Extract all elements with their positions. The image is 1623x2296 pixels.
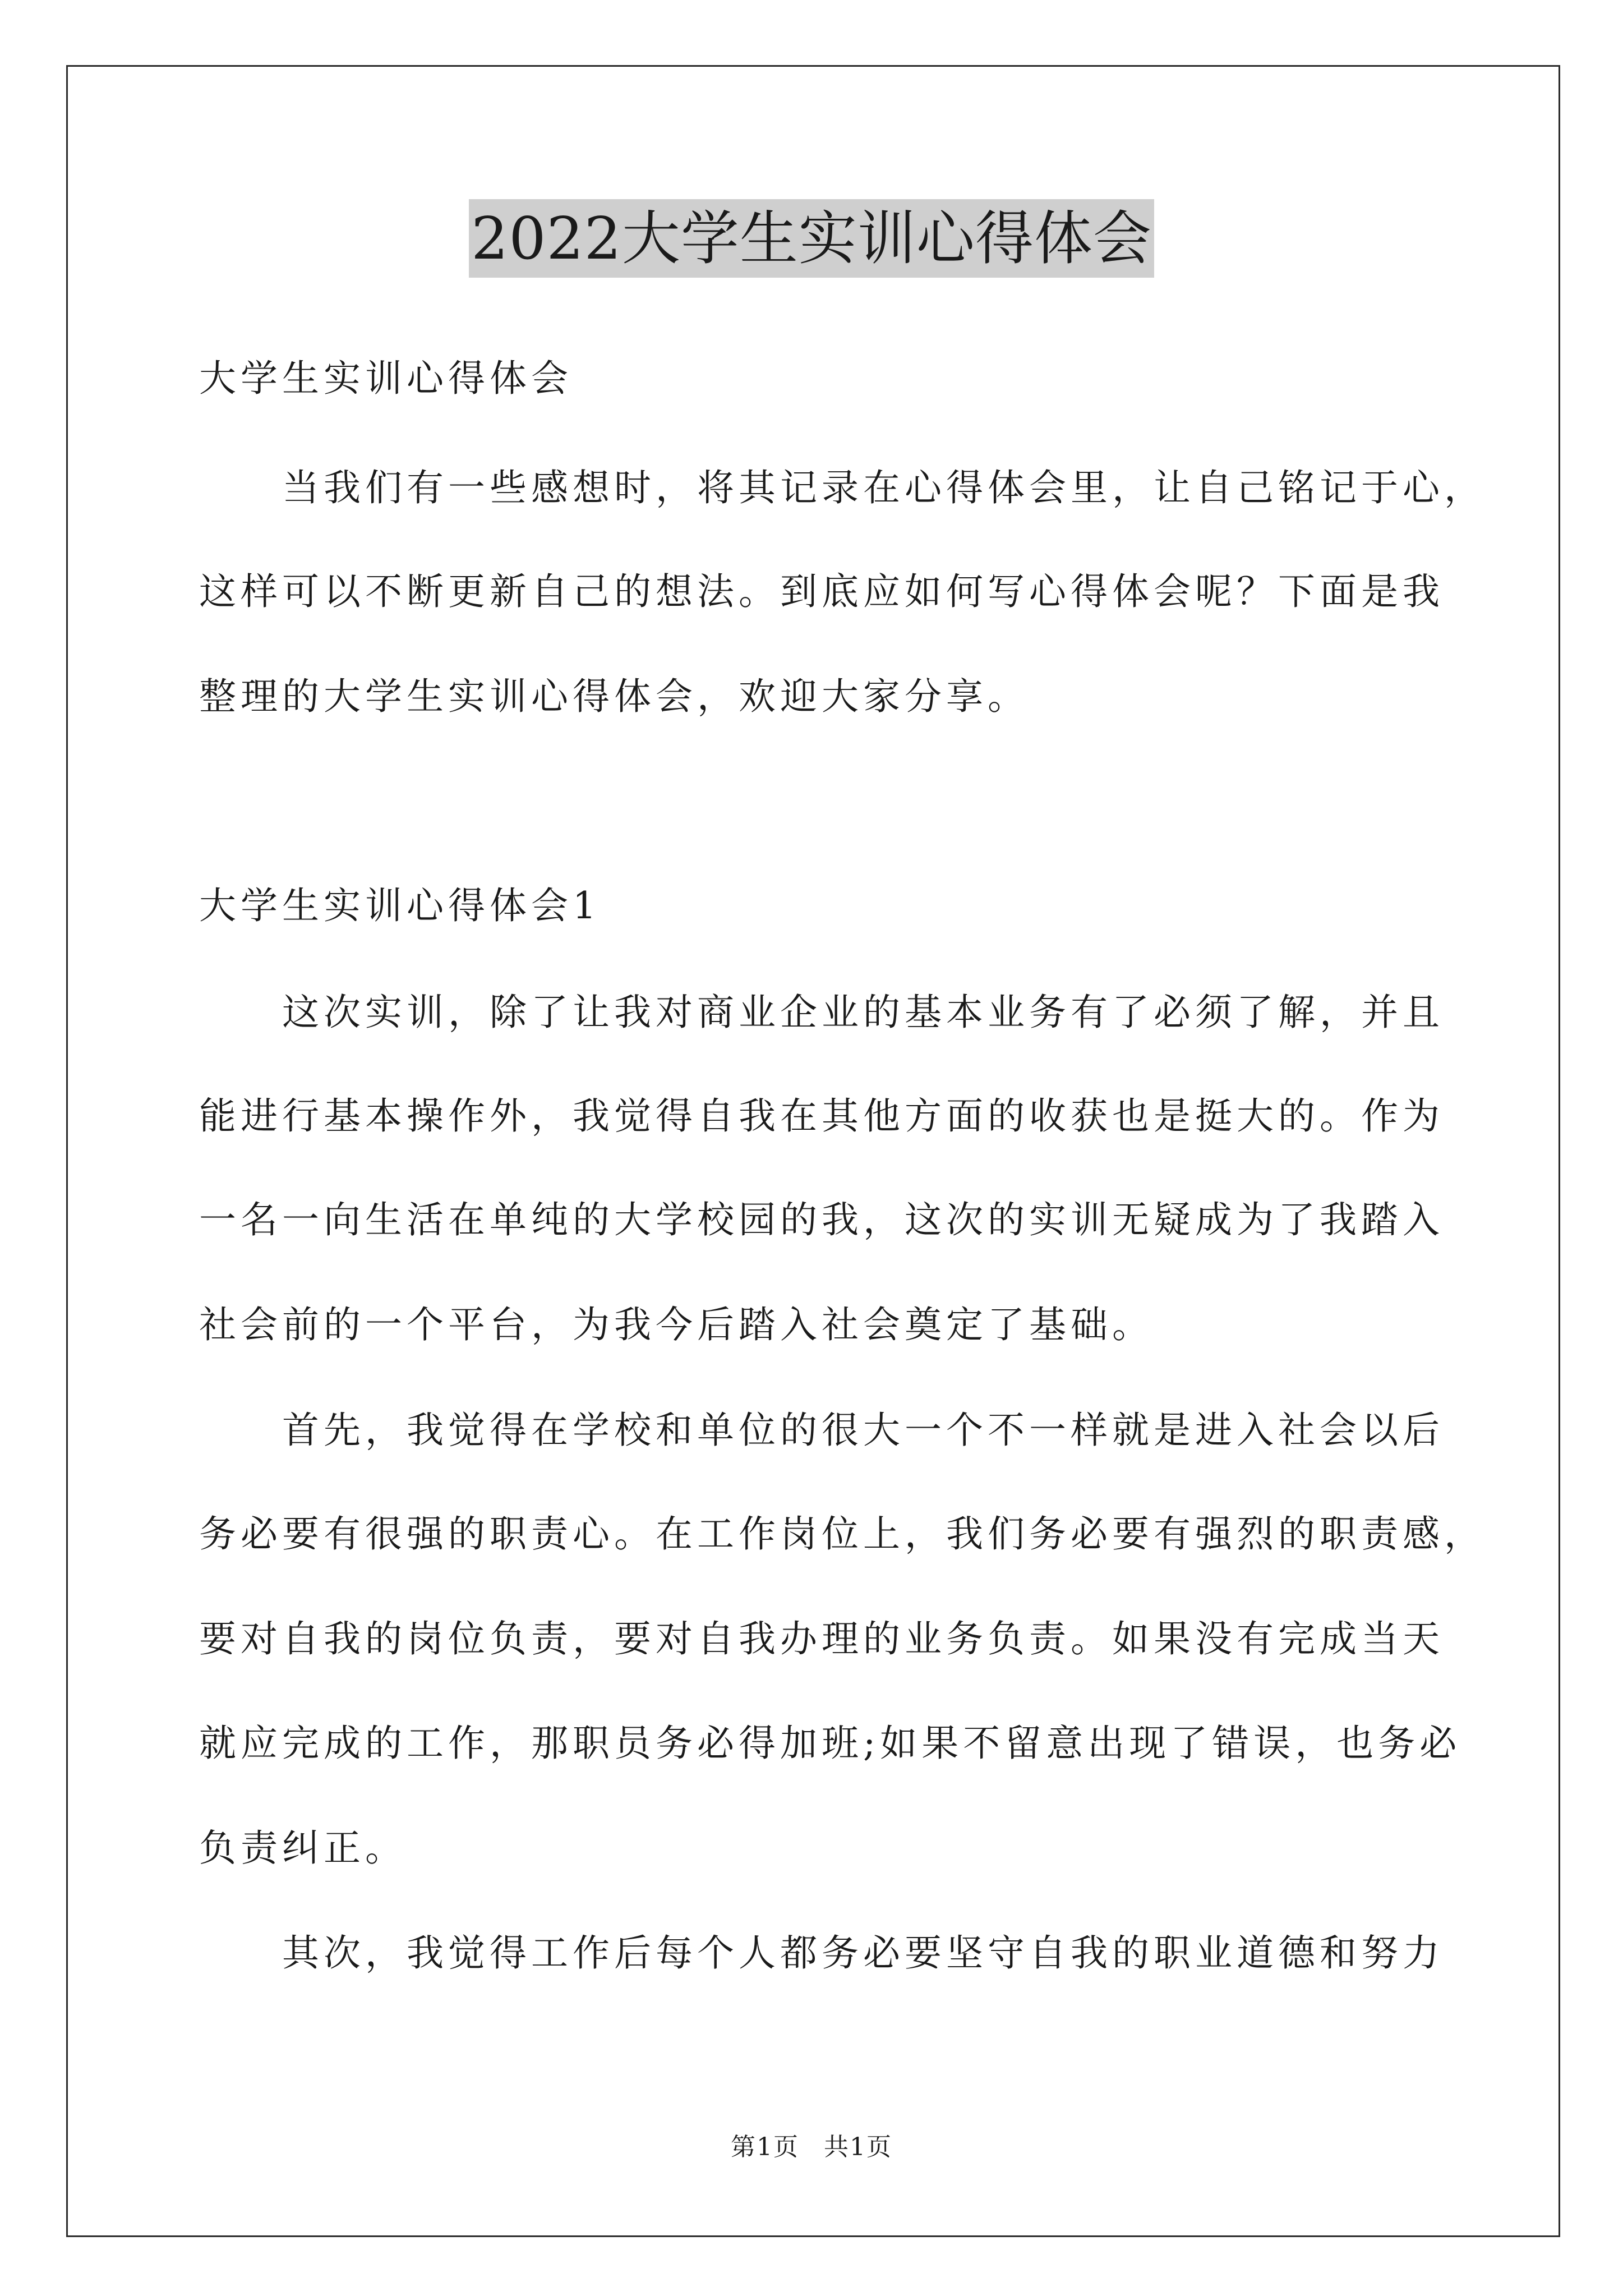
page-number-current: 第1页 (731, 2133, 799, 2161)
para2-line-2: 务必要有很强的职责心。在工作岗位上，我们务必要有强烈的职责感， (199, 1512, 1486, 1556)
intro-line-2: 这样可以不断更新自己的想法。到底应如何写心得体会呢？下面是我 (199, 570, 1444, 613)
intro-line-3: 整理的大学生实训心得体会，欢迎大家分享。 (199, 675, 1029, 718)
para1-line-3: 一名一向生活在单纯的大学校园的我，这次的实训无疑成为了我踏入 (199, 1198, 1444, 1241)
heading-main: 大学生实训心得体会 (199, 357, 573, 400)
document-title: 2022大学生实训心得体会 (469, 199, 1154, 278)
para2-line-4: 就应完成的工作，那职员务必得加班;如果不留意出现了错误，也务必 (199, 1722, 1461, 1765)
para2-line-5: 负责纠正。 (199, 1826, 407, 1870)
intro-line-1: 当我们有一些感想时，将其记录在心得体会里，让自己铭记于心， (282, 466, 1486, 509)
para1-line-2: 能进行基本操作外，我觉得自我在其他方面的收获也是挺大的。作为 (199, 1094, 1444, 1138)
page-footer (0, 2131, 1623, 2164)
para3-line-1: 其次，我觉得工作后每个人都务必要坚守自我的职业道德和努力 (282, 1931, 1444, 1975)
para2-line-1: 首先，我觉得在学校和单位的很大一个不一样就是进入社会以后 (282, 1409, 1444, 1452)
title-container (0, 199, 1623, 278)
para2-line-3: 要对自我的岗位负责，要对自我办理的业务负责。如果没有完成当天 (199, 1617, 1444, 1660)
heading-section-1: 大学生实训心得体会1 (199, 884, 601, 927)
page-number-total: 共1页 (824, 2133, 892, 2161)
para1-line-1: 这次实训，除了让我对商业企业的基本业务有了必须了解，并且 (282, 991, 1444, 1034)
para1-line-4: 社会前的一个平台，为我今后踏入社会奠定了基础。 (199, 1303, 1154, 1346)
